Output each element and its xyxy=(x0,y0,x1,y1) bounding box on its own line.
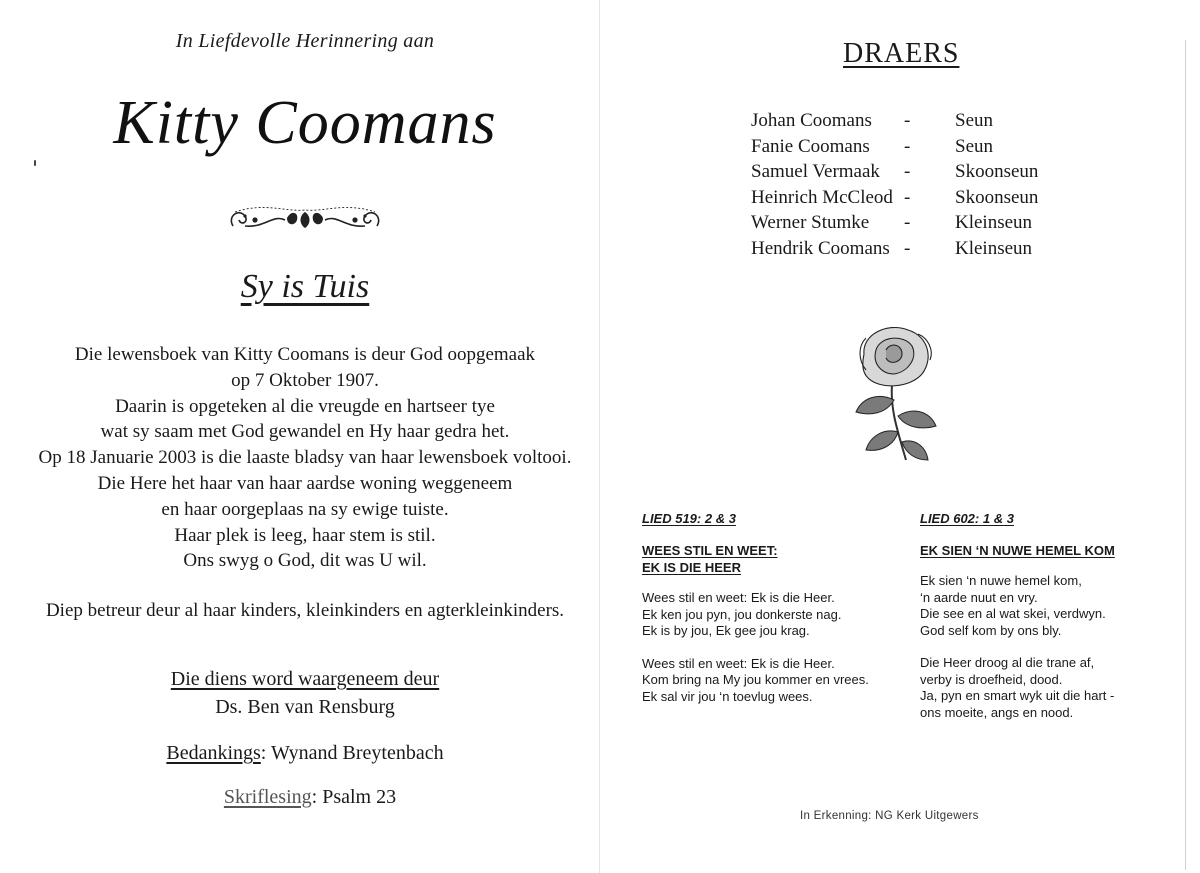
hymn-title xyxy=(920,542,1190,559)
bearer-name: Hendrik Coomans xyxy=(751,237,890,259)
verse-line: ‘n aarde nuut en vry. xyxy=(920,589,1038,605)
bearer-dash: - xyxy=(904,212,911,234)
bearer-name: Samuel Vermaak xyxy=(751,161,880,183)
thanks-line xyxy=(0,742,610,765)
verse-line: Wees stil en weet: Ek is die Heer. xyxy=(642,590,835,605)
bearer-relation: Seun xyxy=(955,135,993,157)
service-minister: Ds. Ben van Rensburg xyxy=(215,696,395,718)
verse-line: God self kom by ons bly. xyxy=(920,622,1062,638)
verse-line: Die see en al wat skei, verdwyn. xyxy=(920,606,1106,621)
dedication-line: In Liefdevolle Herinnering aan xyxy=(175,30,435,52)
reading-label: Skriflesing xyxy=(223,786,312,808)
memorial-poem xyxy=(0,342,610,574)
thanks-name: Wynand Breytenbach xyxy=(271,742,444,764)
bearers-title: DRAERS xyxy=(843,38,960,69)
reading-colon: : xyxy=(311,786,323,808)
right-page xyxy=(600,0,1200,873)
verse-line: verby is droefheid, dood. xyxy=(920,671,1063,687)
poem-line: en haar oorgeplaas na sy ewige tuiste. xyxy=(161,498,449,520)
verse-line: Wees stil en weet: Ek is die Heer. xyxy=(642,655,835,671)
hymn-602 xyxy=(920,510,1190,721)
verse-line: Ja, pyn en smart wyk uit die hart - xyxy=(920,688,1115,703)
hymn-number: LIED 519: 2 & 3 xyxy=(642,511,736,526)
deceased-name: Kitty Coomans xyxy=(113,89,497,157)
hymn-verse xyxy=(920,573,1190,639)
bearer-name: Johan Coomans xyxy=(751,110,872,131)
bearer-relation: Kleinseun xyxy=(955,237,1033,259)
verse-line: Ek is by jou, Ek gee jou krag. xyxy=(642,623,810,638)
poem-line: Daarin is opgeteken al die vreugde en hartseer tye xyxy=(115,395,495,417)
bearer-relation: Seun xyxy=(955,110,993,131)
bearer-name: Heinrich McCleod xyxy=(751,186,893,208)
reading-text: Psalm 23 xyxy=(322,786,397,808)
verse-line: Ek sien ‘n nuwe hemel kom, xyxy=(920,573,1082,588)
verse-line: Die Heer droog al die trane af, xyxy=(920,655,1095,670)
publisher-credit: In Erkenning: NG Kerk Uitgewers xyxy=(800,810,979,822)
bearer-relation: Kleinseun xyxy=(955,212,1033,234)
poem-line: Haar plek is leeg, haar stem is stil. xyxy=(174,524,436,546)
hymn-title-line: EK SIEN ‘N NUWE HEMEL KOM xyxy=(920,543,1115,558)
poem-line: Ons swyg o God, dit was U wil. xyxy=(183,550,427,572)
bearer-dash: - xyxy=(904,161,911,183)
hymn-verse xyxy=(642,590,892,640)
bearer-relation: Skoonseun xyxy=(955,161,1039,183)
poem-line: op 7 Oktober 1907. xyxy=(231,369,379,391)
scan-speck xyxy=(34,160,36,166)
bearer-name: Fanie Coomans xyxy=(751,135,870,157)
rose-icon xyxy=(848,320,940,468)
paper-edge xyxy=(1185,40,1186,870)
mourning-line: Diep betreur deur al haar kinders, kleinkinders en agterkleinkinders. xyxy=(45,600,565,621)
poem-line: Op 18 Januarie 2003 is die laaste bladsy van haar lewensboek voltooi. xyxy=(38,447,572,469)
section-heading: Sy is Tuis xyxy=(240,268,370,305)
bearer-name: Werner Stumke xyxy=(751,212,870,234)
poem-line: wat sy saam met God gewandel en Hy haar gedra het. xyxy=(100,421,510,443)
bearer-dash: - xyxy=(904,186,911,208)
hymn-title-line: EK IS DIE HEER xyxy=(642,560,741,575)
service-heading: Die diens word waargeneem deur xyxy=(170,668,440,690)
hymn-number: LIED 602: 1 & 3 xyxy=(920,511,1014,526)
bearer-dash: - xyxy=(904,135,911,157)
bearer-relation: Skoonseun xyxy=(955,186,1039,208)
scroll-flourish-icon xyxy=(225,198,385,238)
hymn-verse xyxy=(642,656,892,706)
hymn-519 xyxy=(642,510,892,705)
hymn-verse xyxy=(920,655,1190,721)
verse-line: Ek sal vir jou ‘n toevlug wees. xyxy=(642,688,813,704)
thanks-label: Bedankings xyxy=(166,742,261,764)
reading-line xyxy=(0,786,620,809)
poem-line: Die lewensboek van Kitty Coomans is deur God oopgemaak xyxy=(74,344,536,365)
poem-line: Die Here het haar van haar aardse woning weggeneem xyxy=(97,472,513,494)
thanks-colon: : xyxy=(260,742,271,764)
verse-line: Kom bring na My jou kommer en vrees. xyxy=(642,672,869,687)
verse-line: ons moeite, angs en nood. xyxy=(920,704,1074,720)
hymn-title xyxy=(642,542,892,576)
hymn-title-line: WEES STIL EN WEET: xyxy=(642,543,778,558)
verse-line: Ek ken jou pyn, jou donkerste nag. xyxy=(642,606,842,622)
bearer-dash: - xyxy=(904,237,911,259)
bearer-dash: - xyxy=(904,110,911,131)
